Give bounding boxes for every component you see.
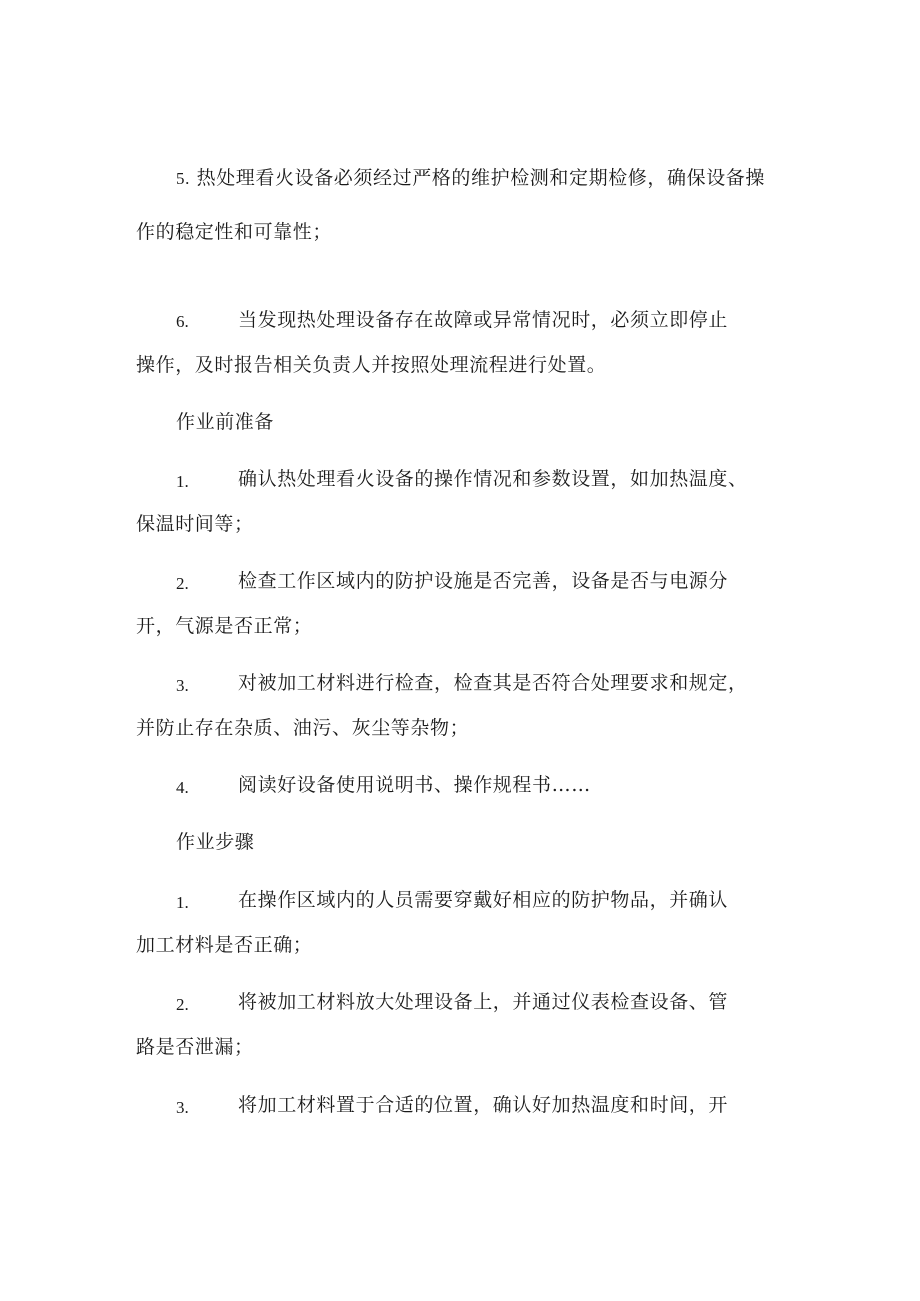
- list-item-number: 5.: [176, 169, 190, 188]
- step-item-3-line-1: 将加工材料置于合适的位置，确认好加热温度和时间，开: [238, 1094, 729, 1116]
- prep-item-1-line-2: 保温时间等；: [136, 513, 254, 535]
- step-item-1-line-2: 加工材料是否正确；: [136, 934, 313, 956]
- prep-item-4-number: 4.: [176, 778, 189, 797]
- prep-item-1-line-1: 确认热处理看火设备的操作情况和参数设置，如加热温度、: [238, 468, 748, 490]
- prep-item-3-line-2: 并防止存在杂质、油污、灰尘等杂物；: [136, 717, 470, 739]
- list-item-text: 热处理看火设备必须经过严格的维护检测和定期检修，确保设备操: [196, 167, 765, 189]
- step-item-2-line-2: 路是否泄漏；: [136, 1036, 254, 1058]
- list-item-6-number: 6.: [176, 312, 189, 331]
- prep-item-3-line-1: 对被加工材料进行检查，检查其是否符合处理要求和规定，: [238, 672, 748, 694]
- prep-item-1-number: 1.: [176, 472, 189, 491]
- list-item-6-line-1: 当发现热处理设备存在故障或异常情况时，必须立即停止: [238, 309, 729, 331]
- step-item-1-line-1: 在操作区域内的人员需要穿戴好相应的防护物品，并确认: [238, 889, 729, 911]
- prep-item-4-line-1: 阅读好设备使用说明书、操作规程书……: [238, 774, 591, 796]
- prep-item-2-number: 2.: [176, 574, 189, 593]
- step-item-2-number: 2.: [176, 995, 189, 1014]
- prep-item-2-line-2: 开，气源是否正常；: [136, 615, 313, 637]
- section-heading-preparation: 作业前准备: [176, 411, 275, 433]
- list-item-6-line-2: 操作，及时报告相关负责人并按照处理流程进行处置。: [136, 354, 607, 376]
- section-heading-steps: 作业步骤: [176, 831, 255, 853]
- step-item-2-line-1: 将被加工材料放大处理设备上，并通过仪表检查设备、管: [238, 991, 729, 1013]
- list-item-5-line-2: 作的稳定性和可靠性；: [136, 221, 333, 243]
- prep-item-2-line-1: 检查工作区域内的防护设施是否完善，设备是否与电源分: [238, 570, 729, 592]
- list-item-5-line-1: [176, 166, 765, 191]
- prep-item-3-number: 3.: [176, 676, 189, 695]
- step-item-3-number: 3.: [176, 1098, 189, 1117]
- step-item-1-number: 1.: [176, 893, 189, 912]
